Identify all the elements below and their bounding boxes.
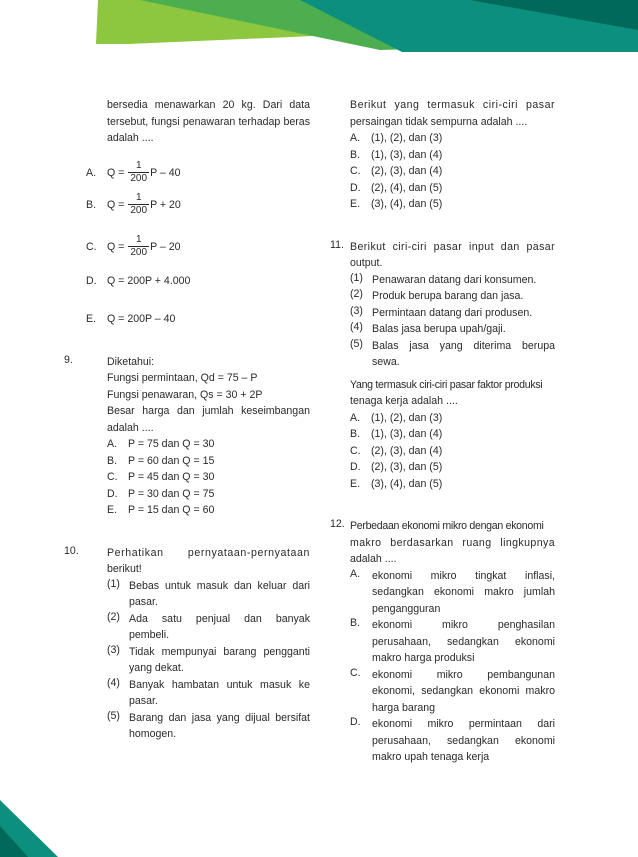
q11-item-5 [350,338,555,371]
option-label: D. [86,274,97,287]
option-text: P = 75 dan Q = 30 [128,438,215,450]
q10-item-5 [107,710,310,743]
q12-option-d[interactable] [350,716,555,766]
question-11 [330,239,555,272]
q10-question-line: persaingan tidak sempurna adalah .... [350,115,528,128]
q9-stem-line: Fungsi penawaran, Qs = 30 + 2P [107,388,263,401]
option-line: harga barang [372,701,436,714]
q12-stem-line: makro berdasarkan ruang lingkupnya [350,536,555,549]
option-line: ekonomi mikro pembangunan [372,668,555,681]
expr-prefix: Q = [107,240,125,253]
option-label: E. [350,477,361,490]
q11-option-a[interactable] [350,410,555,427]
q11-stem-line: output. [350,257,383,269]
fraction-denominator: 200 [130,173,148,184]
item-line: Penawaran datang dari konsumen. [372,273,537,286]
question-number: 12. [330,518,345,530]
q8-stem-line: tersebut, fungsi penawaran terhadap beras [107,115,310,128]
item-line: sewa. [372,356,400,368]
q8-stem-line: adalah .... [107,132,154,144]
option-label: A. [107,438,118,450]
item-line: Balas jasa berupa upah/gaji. [372,323,506,335]
header-band-teal [300,0,638,52]
q8-option-e[interactable] [86,311,310,328]
item-label: (2) [350,288,363,300]
item-label: (1) [350,271,363,284]
option-text: Q = 200P + 4.000 [107,274,191,287]
q10-option-b[interactable] [350,147,555,164]
fraction [128,160,149,185]
q10-option-d[interactable] [350,180,555,197]
q10-stem-line: Perhatikan pernyataan-pernyataan [107,546,310,559]
question-10 [64,545,310,578]
item-label: (3) [350,304,363,317]
item-line: pasar. [129,695,158,707]
option-text: (3), (4), dan (5) [371,477,443,490]
q8-option-a[interactable] [86,157,310,189]
item-label: (4) [107,676,120,689]
q12-stem-line: Perbedaan ekonomi mikro dengan ekonomi [350,520,544,532]
option-label: D. [350,716,361,728]
q10-item-3 [107,644,310,677]
q10-option-e[interactable] [350,196,555,213]
option-line: perusahaan, sedangkan ekonomi [372,635,555,648]
fraction-numerator: 1 [135,234,142,245]
right-column [330,97,555,766]
question-number: 9. [64,353,73,366]
option-line: ekonomi mikro tingkat inflasi, [372,569,555,582]
header-band-teal-dark [470,0,638,30]
question-number: 10. [64,544,79,557]
q11-question-line: tenaga kerja adalah .... [350,395,458,407]
option-text: (1), (3), dan (4) [371,148,443,161]
question-9 [64,353,310,371]
option-text: P = 30 dan Q = 75 [128,487,215,500]
expr-prefix: Q = [107,166,125,179]
option-text: (1), (3), dan (4) [371,428,443,440]
option-text: P = 60 dan Q = 15 [128,454,215,467]
item-label: (3) [107,643,120,656]
q10-question-line: Berikut yang termasuk ciri-ciri pasar [350,99,555,111]
q9-option-c[interactable] [107,469,310,486]
option-label: B. [350,148,361,161]
footer-corner-teal [0,800,58,857]
q12-option-c[interactable] [350,667,555,717]
option-line: ekonomi, sedangkan ekonomi makro [372,685,555,697]
fraction-denominator: 200 [130,205,148,216]
option-text: (2), (3), dan (5) [371,461,443,473]
left-column [64,97,310,743]
item-line: Ada satu penjual dan banyak [129,612,310,625]
q9-option-a[interactable] [107,436,310,453]
option-label: D. [350,181,361,194]
q8-option-b[interactable] [86,189,310,221]
q10-option-c[interactable] [350,163,555,180]
fraction-numerator: 1 [135,192,142,203]
item-label: (5) [350,337,363,350]
fraction-numerator: 1 [135,160,142,171]
q10-item-2 [107,611,310,644]
option-text: P = 15 dan Q = 60 [128,504,215,516]
option-label: A. [86,166,97,179]
q10-stem-line: berikut! [107,563,142,575]
option-line: ekonomi mikro permintaan dari [372,718,555,730]
option-label: D. [350,461,361,473]
q11-item-3 [350,305,555,322]
option-text: (3), (4), dan (5) [371,198,443,210]
item-line: Balas jasa yang diterima berupa [372,339,555,352]
q9-option-d[interactable] [107,486,310,503]
q12-stem-line: adalah .... [350,553,397,565]
q10-item-4 [107,677,310,710]
expr-suffix: P – 40 [150,166,181,179]
item-line: homogen. [129,728,177,740]
option-label: E. [350,198,361,210]
fraction [128,234,149,259]
header-band-green [140,0,638,50]
q8-option-c[interactable] [86,231,310,263]
option-label: E. [86,313,97,325]
option-label: E. [107,504,118,516]
question-8-stem [86,97,310,147]
option-label: C. [86,240,97,253]
q10-option-a[interactable] [350,130,555,147]
q9-stem-line: adalah .... [107,421,154,434]
q9-option-b[interactable] [107,453,310,470]
option-text: Q = 200P – 40 [107,313,176,325]
fraction-denominator: 200 [130,247,148,258]
q11-option-c[interactable] [350,443,555,460]
option-line: pengangguran [372,602,441,615]
option-label: A. [350,132,361,144]
option-label: C. [350,444,361,457]
option-line: sedangkan ekonomi makro jumlah [372,586,555,598]
q9-stem [86,370,310,519]
fraction [128,192,149,217]
option-text: (2), (4), dan (5) [371,181,443,194]
item-line: Bebas untuk masuk dan keluar dari [129,579,310,592]
item-label: (4) [350,321,363,333]
q9-stem-line: Diketahui: [107,355,155,368]
option-label: C. [107,471,118,483]
q10-item-1 [107,578,310,611]
header-band-green-light [96,0,638,44]
q10-items [86,578,310,743]
question-number: 11. [330,238,344,251]
q11-items [330,272,555,493]
item-line: Banyak hambatan untuk masuk ke [129,678,310,691]
q11-item-4 [350,321,555,338]
option-text: P = 45 dan Q = 30 [128,471,215,483]
item-label: (1) [107,577,120,590]
option-label: B. [86,198,97,211]
expr-prefix: Q = [107,198,125,211]
item-line: Produk berupa barang dan jasa. [372,290,524,302]
footer-corner-teal-dark [0,826,28,857]
expr-suffix: P – 20 [150,240,181,253]
option-label: C. [350,666,361,679]
q9-stem-line: Besar harga dan jumlah keseimbangan [107,405,310,417]
option-text: (2), (3), dan (4) [371,165,443,177]
question-12 [330,518,555,568]
q12-options [330,568,555,766]
item-line: Tidak mempunyai barang pengganti [129,645,310,658]
option-line: makro upah tenaga kerja [372,751,490,763]
item-line: Barang dan jasa yang dijual bersifat [129,711,310,724]
option-text: (1), (2), dan (3) [371,411,443,424]
item-line: pasar. [129,596,158,608]
q11-question-line: Yang termasuk ciri-ciri pasar faktor produksi [350,378,543,391]
q11-item-1 [350,272,555,289]
q11-stem-line: Berikut ciri-ciri pasar input dan pasar [350,240,555,253]
option-label: A. [350,411,361,424]
option-line: ekonomi mikro penghasilan [372,619,555,631]
q11-option-e[interactable] [350,476,555,493]
q12-option-b[interactable] [350,617,555,667]
option-text: (1), (2), dan (3) [371,132,443,144]
option-line: perusahaan, sedangkan ekonomi [372,734,555,747]
item-line: yang dekat. [129,662,184,674]
option-label: B. [350,617,361,629]
option-label: B. [107,454,118,467]
expr-suffix: P + 20 [150,198,181,211]
option-label: A. [350,567,361,580]
q12-option-a[interactable] [350,568,555,618]
option-line: makro harga produksi [372,652,475,664]
option-label: B. [350,428,361,440]
option-text: (2), (3), dan (4) [371,444,443,457]
q11-option-b[interactable] [350,426,555,443]
item-line: Permintaan datang dari produsen. [372,306,533,319]
option-label: D. [107,487,118,500]
q9-stem-line: Fungsi permintaan, Qd = 75 – P [107,372,258,384]
item-line: pembeli. [129,629,170,641]
q9-option-e[interactable] [107,502,310,519]
item-label: (5) [107,709,120,722]
item-label: (2) [107,610,120,623]
q8-stem-line: bersedia menawarkan 20 kg. Dari data [107,99,310,111]
q11-option-d[interactable] [350,459,555,476]
option-label: C. [350,165,361,177]
q10-continued [330,97,555,213]
q8-option-d[interactable] [86,273,310,290]
q11-item-2 [350,288,555,305]
